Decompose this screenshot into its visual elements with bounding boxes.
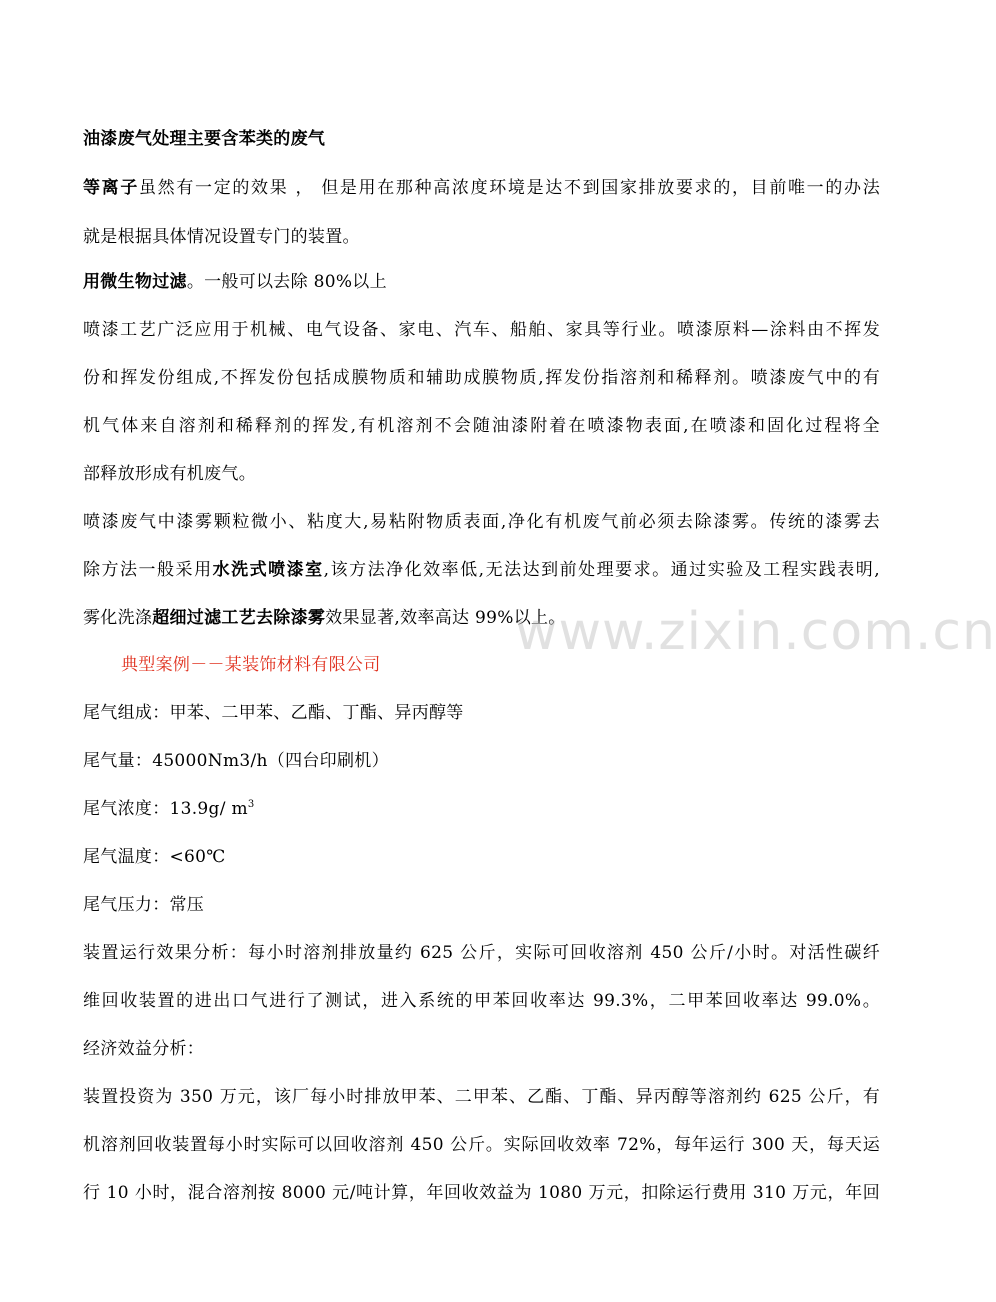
text-segment: 虽然有一定的效果 ， 但是用在那种高浓度环境是达不到国家排放要求的，目前唯一的办法: [139, 178, 880, 198]
text-line: [83, 1085, 880, 1109]
text-segment: 就是根据具体情况设置专门的装置。: [83, 227, 360, 247]
text-line: [83, 414, 880, 438]
text-line: [83, 558, 880, 582]
text-segment: 。一般可以去除 80%以上: [186, 272, 387, 292]
text-line: [83, 797, 880, 821]
watermark: www.zixin.com.cn: [515, 602, 996, 662]
text-segment: 尾气量：45000Nm3/h（四台印刷机）: [83, 751, 389, 771]
superscript: 3: [247, 799, 255, 810]
text-segment: 雾化洗涤: [83, 608, 153, 628]
text-line: [83, 749, 880, 773]
bold-text: 用微生物过滤: [83, 272, 187, 292]
bold-text: 超细过滤工艺去除漆雾: [152, 608, 326, 628]
text-line: [83, 270, 880, 294]
bold-text: 水洗式喷漆室: [212, 560, 324, 580]
text-line: [83, 462, 880, 486]
bold-text: 油漆废气处理主要含苯类的废气: [83, 129, 326, 149]
text-line: [83, 225, 880, 249]
text-line: [83, 318, 880, 342]
text-line: [83, 941, 880, 965]
text-segment: ,该方法净化效率低,无法达到前处理要求。通过实验及工程实践表明,: [323, 560, 880, 580]
text-segment: 装置运行效果分析：每小时溶剂排放量约 625 公斤，实际可回收溶剂 450 公斤/小时。对活性碳纤: [83, 943, 880, 963]
text-segment: 喷漆废气中漆雾颗粒微小、粘度大,易粘附物质表面,净化有机废气前必须去除漆雾。传统的漆雾去: [83, 512, 880, 532]
text-segment: 效果显著,效率高达 99%以上。: [325, 608, 566, 628]
text-segment: 行 10 小时，混合溶剂按 8000 元/吨计算，年回收效益为 1080 万元，扣除运行费用 310 万元，年回: [83, 1183, 880, 1203]
text-line: [83, 1181, 880, 1205]
text-line: [83, 893, 880, 917]
text-segment: 份和挥发份组成,不挥发份包括成膜物质和辅助成膜物质,挥发份指溶剂和稀释剂。喷漆废气中的有: [83, 368, 880, 388]
text-line: [83, 510, 880, 534]
text-line: [83, 1037, 880, 1061]
text-line: [83, 127, 880, 151]
text-segment: 尾气浓度：13.9g/ m: [83, 799, 248, 819]
text-segment: 装置投资为 350 万元，该厂每小时排放甲苯、二甲苯、乙酯、丁酯、异丙醇等溶剂约 625 公斤，有: [83, 1087, 880, 1107]
text-segment: 典型案例－－某装饰材料有限公司: [121, 655, 381, 675]
text-segment: 机气体来自溶剂和稀释剂的挥发,有机溶剂不会随油漆附着在喷漆物表面,在喷漆和固化过程将全: [83, 416, 880, 436]
text-segment: 喷漆工艺广泛应用于机械、电气设备、家电、汽车、船舶、家具等行业。喷漆原料—涂料由不挥发: [83, 320, 880, 340]
text-segment: 尾气组成：甲苯、二甲苯、乙酯、丁酯、异丙醇等: [83, 703, 464, 723]
text-line: [83, 989, 880, 1013]
text-line: [83, 845, 880, 869]
text-segment: 尾气温度：<60℃: [83, 847, 226, 867]
text-line: [83, 1133, 880, 1157]
text-segment: 经济效益分析：: [83, 1039, 205, 1059]
text-segment: 机溶剂回收装置每小时实际可以回收溶剂 450 公斤。实际回收效率 72%，每年运行 300 天，每天运: [83, 1135, 880, 1155]
text-segment: 维回收装置的进出口气进行了测试，进入系统的甲苯回收率达 99.3%，二甲苯回收率达 99.0%。: [83, 991, 880, 1011]
text-segment: 除方法一般采用: [83, 560, 213, 580]
bold-text: 等离子: [83, 178, 140, 198]
text-line: [83, 701, 880, 725]
text-segment: 部释放形成有机废气。: [83, 464, 256, 484]
text-segment: 尾气压力：常压: [83, 895, 205, 915]
text-line: [83, 366, 880, 390]
text-line: [83, 176, 880, 200]
